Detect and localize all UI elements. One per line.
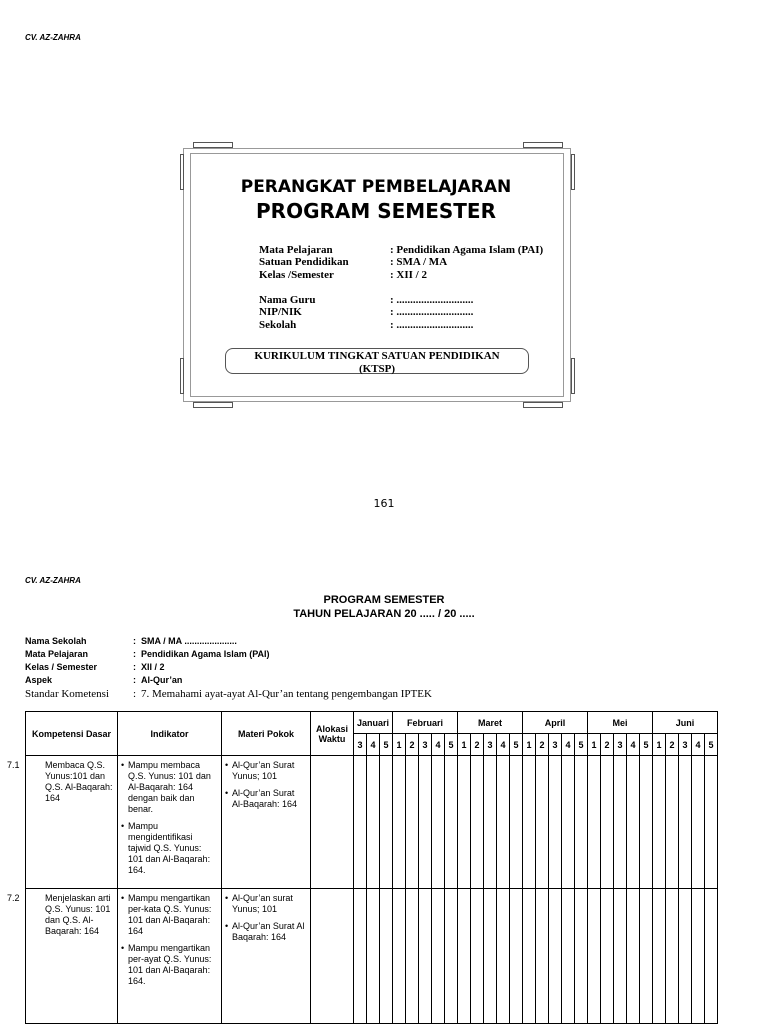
week-cell: 2 bbox=[471, 734, 484, 756]
curriculum-line1: KURIKULUM TINGKAT SATUAN PENDIDIKAN bbox=[254, 350, 500, 362]
kd-text: Menjelaskan arti Q.S. Yunus: 101 dan Q.S. Al-Baqarah: 164 bbox=[45, 893, 111, 936]
indikator-item: • Mampu mengartikan per-kata Q.S. Yunus: 101 dan Al-Baqarah: 164 bbox=[128, 893, 218, 937]
standar-kompetensi-value: 7. Memahami ayat-ayat Al-Qur’an tentang pengembangan IPTEK bbox=[141, 688, 432, 700]
week-slot bbox=[354, 889, 367, 1024]
header-month: April bbox=[523, 712, 588, 734]
frame-corner-tab bbox=[193, 402, 233, 408]
week-slot bbox=[497, 756, 510, 889]
indikator-item: • Mampu membaca Q.S. Yunus: 101 dan Al-Baqarah: 164 dengan baik dan benar. bbox=[128, 760, 218, 815]
frame-side-tab bbox=[180, 154, 184, 190]
week-cell: 3 bbox=[549, 734, 562, 756]
week-cell: 5 bbox=[640, 734, 653, 756]
kd-cell bbox=[7, 756, 118, 889]
cover-field-label: Mata Pelajaran bbox=[259, 244, 333, 256]
week-slot bbox=[562, 756, 575, 889]
header-materi-pokok: Materi Pokok bbox=[222, 712, 311, 756]
week-slot bbox=[575, 756, 588, 889]
week-slot bbox=[380, 756, 393, 889]
meta-colon: : bbox=[133, 675, 136, 685]
week-slot bbox=[471, 756, 484, 889]
week-slot bbox=[445, 756, 458, 889]
meta-label: Aspek bbox=[25, 675, 53, 685]
kd-text: Membaca Q.S. Yunus:101 dan Q.S. Al-Baqarah: 164 bbox=[45, 760, 113, 803]
week-slot bbox=[406, 756, 419, 889]
week-cell: 2 bbox=[406, 734, 419, 756]
kd-content bbox=[7, 756, 117, 808]
program-table bbox=[7, 711, 718, 1024]
meta-value: SMA / MA ..................... bbox=[141, 636, 237, 646]
week-slot bbox=[692, 889, 705, 1024]
week-cell: 2 bbox=[536, 734, 549, 756]
week-slot bbox=[458, 756, 471, 889]
indikator-cell bbox=[118, 889, 222, 1024]
materi-list bbox=[225, 760, 307, 810]
week-slot bbox=[393, 889, 406, 1024]
cover-field-label: NIP/NIK bbox=[259, 306, 302, 318]
materi-content bbox=[222, 889, 310, 953]
week-slot bbox=[549, 889, 562, 1024]
kd-number: 7.1 bbox=[7, 760, 20, 770]
week-slot bbox=[666, 756, 679, 889]
week-cell: 4 bbox=[692, 734, 705, 756]
meta-value: Al-Qur’an bbox=[141, 675, 183, 685]
materi-item: • Al-Qur’an Surat Al-Baqarah: 164 bbox=[232, 788, 307, 810]
week-slot bbox=[419, 889, 432, 1024]
standar-kompetensi-label: Standar Kometensi bbox=[25, 688, 110, 700]
cover-field-value: : ............................ bbox=[390, 319, 474, 331]
week-slot bbox=[575, 889, 588, 1024]
frame-side-tab bbox=[571, 358, 575, 394]
indikator-list bbox=[121, 893, 218, 987]
materi-content bbox=[222, 756, 310, 820]
week-slot bbox=[536, 756, 549, 889]
indikator-item: • Mampu mengidentifikasi tajwid Q.S. Yunus: 101 dan Al-Baqarah: 164. bbox=[128, 821, 218, 876]
cover-title-line2: PROGRAM SEMESTER bbox=[256, 199, 496, 223]
week-cell: 4 bbox=[497, 734, 510, 756]
week-cell: 3 bbox=[354, 734, 367, 756]
week-slot bbox=[653, 889, 666, 1024]
week-slot bbox=[627, 889, 640, 1024]
meta-value: XII / 2 bbox=[141, 662, 165, 672]
week-cell: 1 bbox=[458, 734, 471, 756]
program-title: PROGRAM SEMESTER bbox=[323, 594, 445, 606]
week-cell: 5 bbox=[380, 734, 393, 756]
week-cell: 3 bbox=[419, 734, 432, 756]
cover-field-value: : Pendidikan Agama Islam (PAI) bbox=[390, 244, 544, 256]
indikator-content bbox=[118, 756, 221, 886]
cover-field-value: : ............................ bbox=[390, 294, 474, 306]
week-slot bbox=[367, 756, 380, 889]
frame-corner-tab bbox=[523, 402, 563, 408]
kd-cell bbox=[7, 889, 118, 1024]
materi-item: • Al-Qur’an surat Yunus; 101 bbox=[232, 893, 307, 915]
materi-cell bbox=[222, 756, 311, 889]
frame-corner-tab bbox=[193, 142, 233, 148]
week-slot bbox=[679, 756, 692, 889]
week-slot bbox=[614, 756, 627, 889]
page-number: 161 bbox=[373, 497, 395, 510]
materi-list bbox=[225, 893, 307, 943]
week-cell: 1 bbox=[653, 734, 666, 756]
week-slot bbox=[484, 756, 497, 889]
week-cell: 1 bbox=[393, 734, 406, 756]
header-indikator: Indikator bbox=[118, 712, 222, 756]
week-slot bbox=[497, 889, 510, 1024]
cover-field-label: Nama Guru bbox=[259, 294, 316, 306]
header-month: Maret bbox=[458, 712, 523, 734]
week-slot bbox=[536, 889, 549, 1024]
meta-label: Mata Pelajaran bbox=[25, 649, 89, 659]
meta-value: Pendidikan Agama Islam (PAI) bbox=[141, 649, 270, 659]
week-slot bbox=[653, 756, 666, 889]
alokasi-cell bbox=[311, 756, 354, 889]
week-cell: 4 bbox=[367, 734, 380, 756]
week-slot bbox=[614, 889, 627, 1024]
kd-content bbox=[7, 889, 117, 941]
week-slot bbox=[666, 889, 679, 1024]
cover-field-value: : SMA / MA bbox=[390, 256, 448, 268]
week-cell: 5 bbox=[705, 734, 718, 756]
week-slot bbox=[523, 756, 536, 889]
header-month: Juni bbox=[653, 712, 718, 734]
week-slot bbox=[692, 756, 705, 889]
week-slot bbox=[679, 889, 692, 1024]
week-cell: 1 bbox=[588, 734, 601, 756]
week-cell: 4 bbox=[432, 734, 445, 756]
week-slot bbox=[601, 756, 614, 889]
indikator-item: • Mampu mengartikan per-ayat Q.S. Yunus: 101 dan Al-Baqarah: 164. bbox=[128, 943, 218, 987]
indikator-cell bbox=[118, 756, 222, 889]
cover-field-label: Satuan Pendidikan bbox=[259, 256, 349, 268]
week-slot bbox=[458, 889, 471, 1024]
curriculum-label bbox=[225, 350, 529, 376]
frame-corner-tab bbox=[523, 142, 563, 148]
table-row bbox=[26, 889, 718, 1024]
week-slot bbox=[627, 756, 640, 889]
week-slot bbox=[354, 756, 367, 889]
week-slot bbox=[406, 889, 419, 1024]
week-slot bbox=[484, 889, 497, 1024]
indikator-content bbox=[118, 889, 221, 997]
header-month: Januari bbox=[354, 712, 393, 734]
week-slot bbox=[705, 756, 718, 889]
week-cell: 4 bbox=[562, 734, 575, 756]
week-cell: 5 bbox=[510, 734, 523, 756]
week-cell: 1 bbox=[523, 734, 536, 756]
week-slot bbox=[640, 756, 653, 889]
meta-colon: : bbox=[133, 662, 136, 672]
week-slot bbox=[432, 889, 445, 1024]
header-month: Mei bbox=[588, 712, 653, 734]
week-slot bbox=[705, 889, 718, 1024]
week-cell: 3 bbox=[614, 734, 627, 756]
materi-item: • Al-Qur’an Surat Yunus; 101 bbox=[232, 760, 307, 782]
header-kompetensi-dasar: Kompetensi Dasar bbox=[26, 712, 118, 756]
week-slot bbox=[510, 889, 523, 1024]
week-slot bbox=[393, 756, 406, 889]
program-year: TAHUN PELAJARAN 20 ..... / 20 ..... bbox=[293, 608, 475, 620]
week-slot bbox=[432, 756, 445, 889]
materi-item: • Al-Qur’an Surat Al Baqarah: 164 bbox=[232, 921, 307, 943]
week-slot bbox=[549, 756, 562, 889]
week-cell: 2 bbox=[666, 734, 679, 756]
week-slot bbox=[588, 756, 601, 889]
meta-label: Kelas / Semester bbox=[25, 662, 98, 672]
meta-label: Nama Sekolah bbox=[25, 636, 87, 646]
week-slot bbox=[367, 889, 380, 1024]
week-slot bbox=[445, 889, 458, 1024]
publisher-header: CV. AZ-ZAHRA bbox=[25, 33, 81, 42]
materi-cell bbox=[222, 889, 311, 1024]
week-slot bbox=[419, 756, 432, 889]
week-cell: 5 bbox=[445, 734, 458, 756]
week-cell: 4 bbox=[627, 734, 640, 756]
curriculum-line2: (KTSP) bbox=[358, 363, 396, 375]
frame-side-tab bbox=[571, 154, 575, 190]
cover-field-value: : ............................ bbox=[390, 306, 474, 318]
indikator-list bbox=[121, 760, 218, 876]
week-slot bbox=[601, 889, 614, 1024]
publisher-header: CV. AZ-ZAHRA bbox=[25, 576, 81, 585]
week-slot bbox=[471, 889, 484, 1024]
week-slot bbox=[523, 889, 536, 1024]
meta-colon: : bbox=[133, 688, 137, 700]
week-cell: 3 bbox=[679, 734, 692, 756]
meta-colon: : bbox=[133, 636, 136, 646]
week-cell: 2 bbox=[601, 734, 614, 756]
week-slot bbox=[640, 889, 653, 1024]
alokasi-cell bbox=[311, 889, 354, 1024]
table-row bbox=[26, 756, 718, 889]
week-slot bbox=[510, 756, 523, 889]
cover-title-line1: PERANGKAT PEMBELAJARAN bbox=[240, 177, 512, 197]
week-cell: 5 bbox=[575, 734, 588, 756]
cover-field-label: Kelas /Semester bbox=[259, 269, 334, 281]
header-alokasi-waktu: Alokasi Waktu bbox=[311, 712, 354, 756]
week-slot bbox=[562, 889, 575, 1024]
kd-number: 7.2 bbox=[7, 893, 20, 903]
week-cell: 3 bbox=[484, 734, 497, 756]
header-month: Februari bbox=[393, 712, 458, 734]
cover-field-label: Sekolah bbox=[259, 319, 297, 331]
meta-colon: : bbox=[133, 649, 136, 659]
frame-side-tab bbox=[180, 358, 184, 394]
cover-field-value: : XII / 2 bbox=[390, 269, 427, 281]
week-slot bbox=[588, 889, 601, 1024]
week-slot bbox=[380, 889, 393, 1024]
